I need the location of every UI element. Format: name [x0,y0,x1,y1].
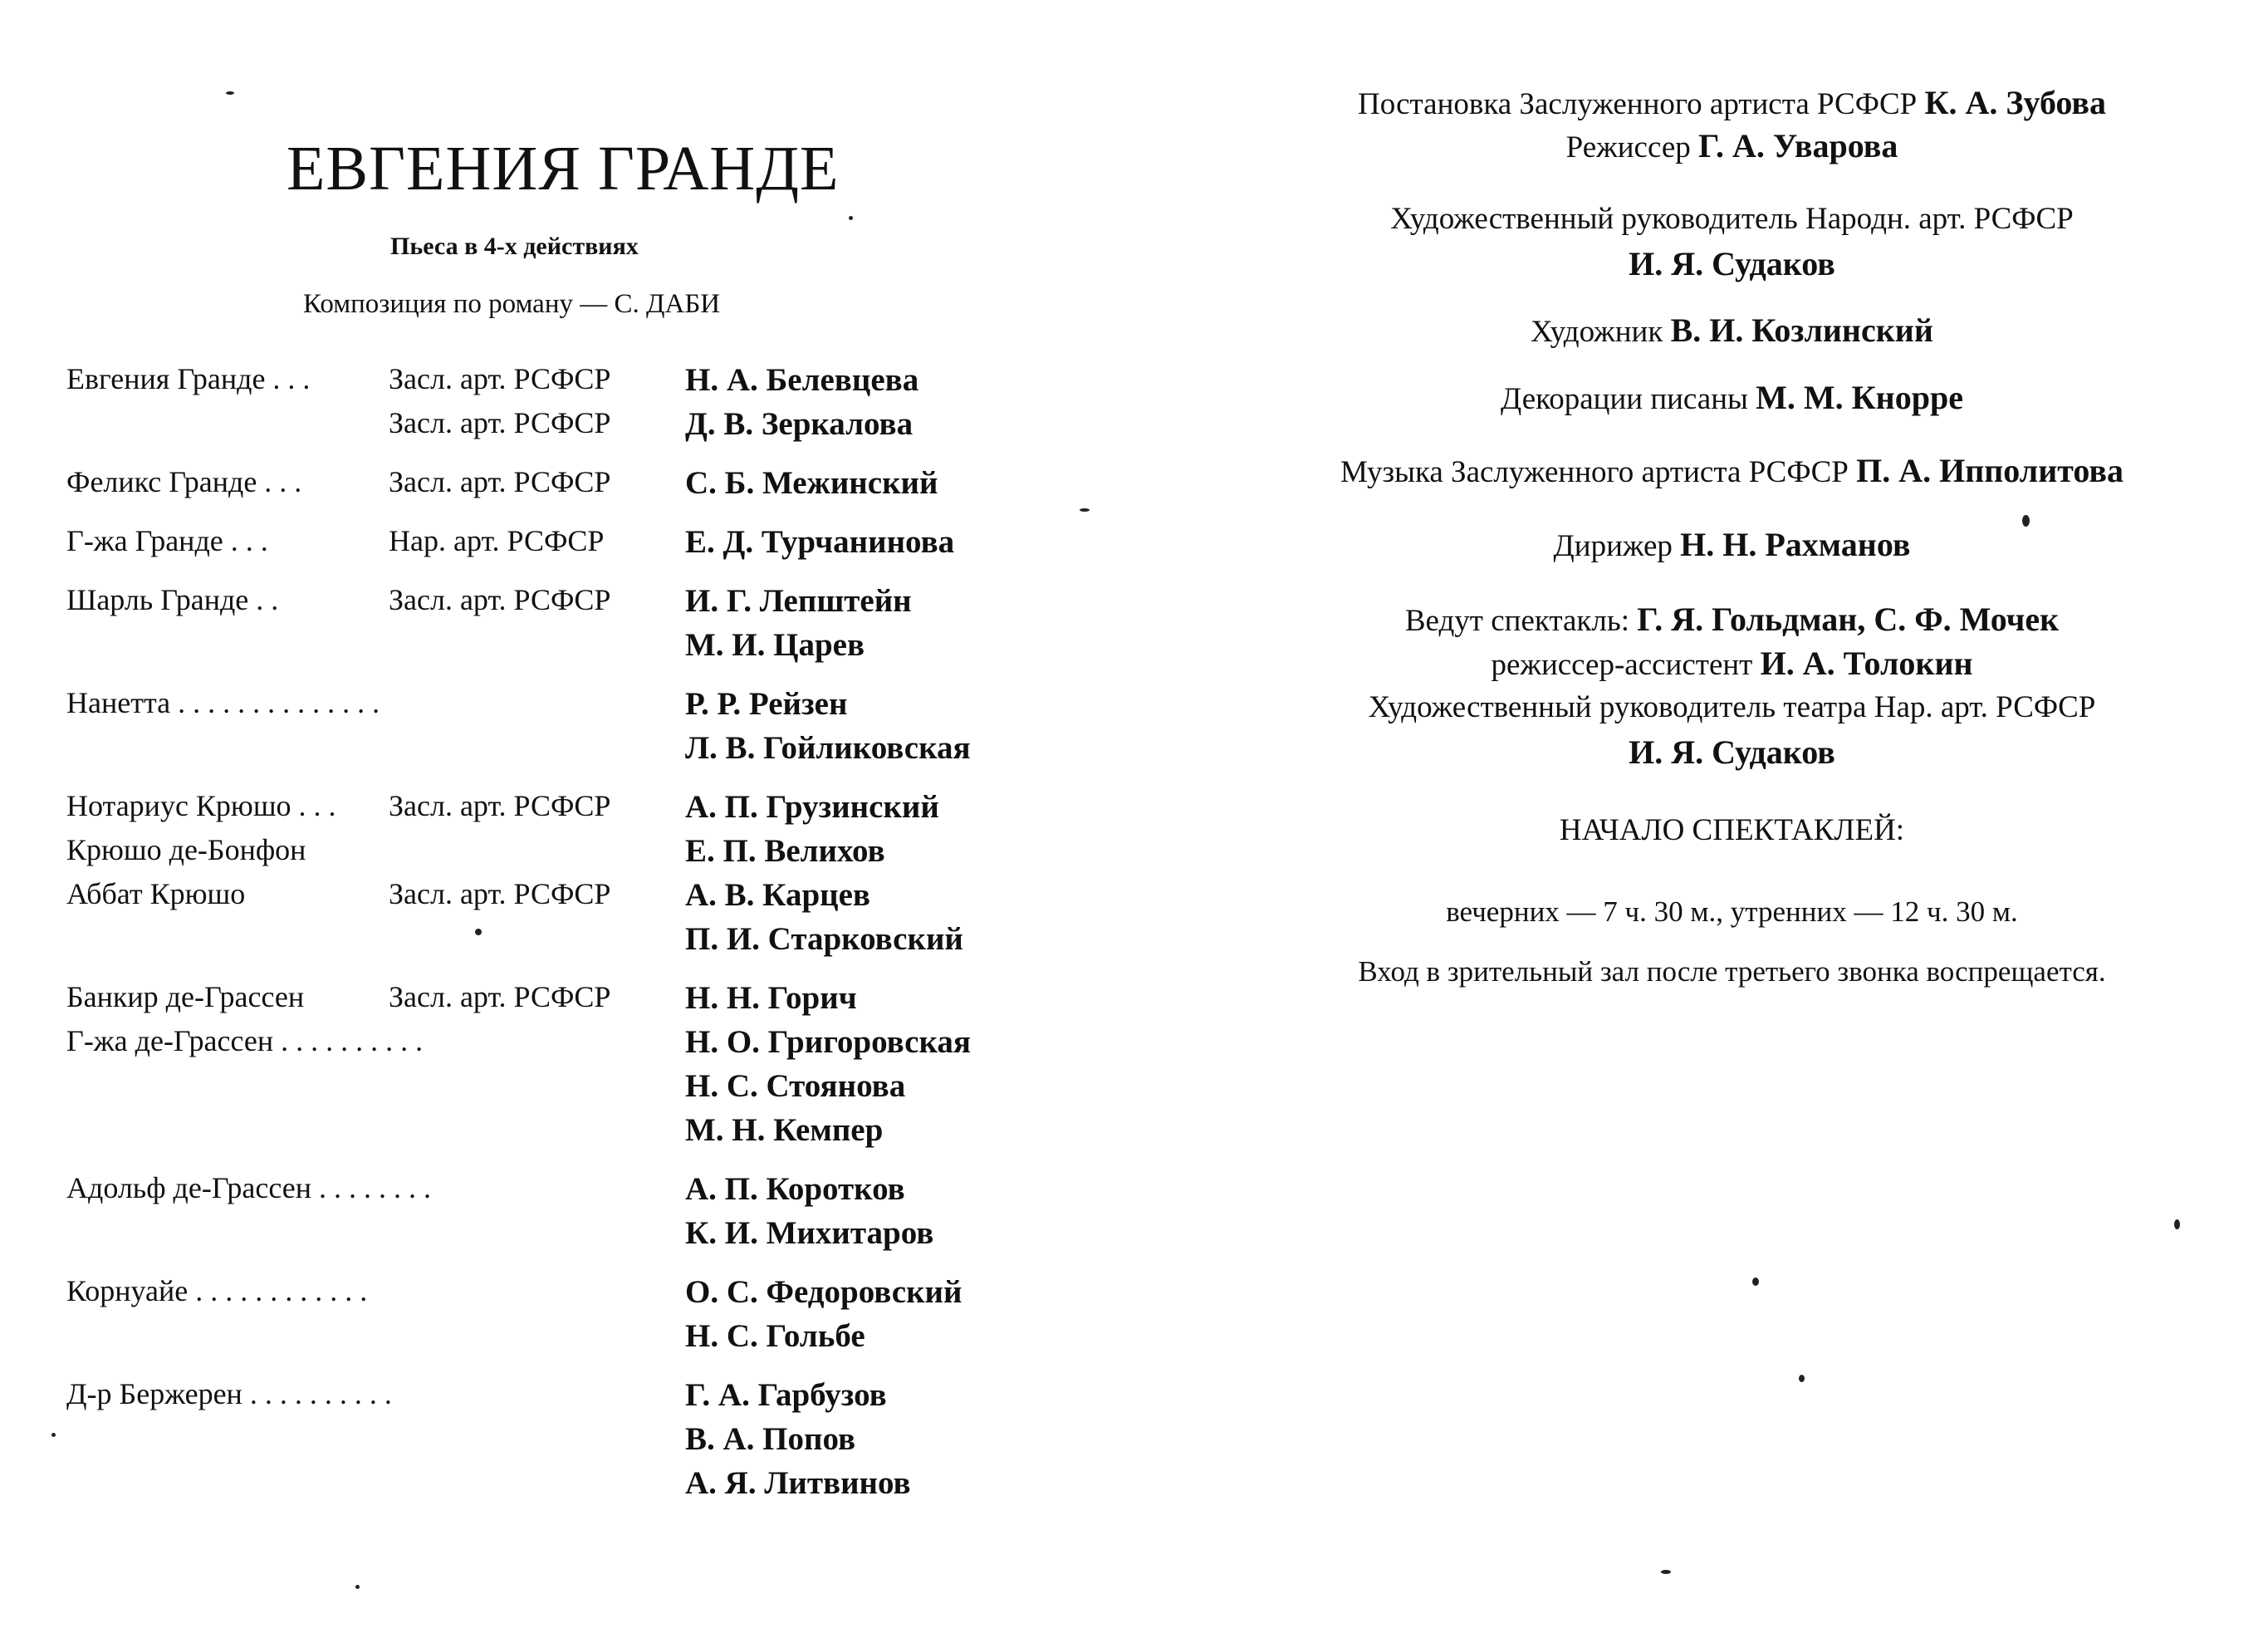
leads-credit [1196,600,2268,639]
cast-actor: Д. В. Зеркалова [685,406,914,442]
cast-actor: Н. А. Белевцева [685,362,919,398]
cast-honorific: Засл. арт. РСФСР [389,980,611,1013]
artist-name: В. И. Козлинский [1670,311,1933,349]
cast-actor: Н. О. Григоровская [685,1024,971,1060]
print-speck [849,216,853,220]
cast-row [66,685,1146,729]
print-speck [1799,1375,1805,1382]
music-credit [1196,451,2268,490]
print-speck [475,929,482,935]
staging-name: К. А. Зубова [1924,84,2107,121]
cast-role: Феликс Гранде . . . [66,465,302,498]
cast-actor: Р. Р. Рейзен [685,686,848,722]
assistant-label: режиссер-ассистент [1491,648,1753,682]
staging-label: Постановка Заслуженного артиста РСФСР [1357,87,1918,121]
play-title: ЕВГЕНИЯ ГРАНДЕ [287,134,840,204]
cast-actor: А. П. Грузинский [685,789,939,825]
print-speck [51,1433,56,1437]
cast-role: Банкир де-Грассен [66,980,305,1013]
staging-credit [1196,83,2268,122]
conductor-name: Н. Н. Рахманов [1680,526,1911,563]
music-name: П. А. Ипполитова [1856,452,2123,489]
cast-row [66,626,1146,670]
leads-names: Г. Я. Гольдман, С. Ф. Мочек [1637,601,2060,638]
cast-actor: М. Н. Кемпер [685,1112,884,1148]
cast-row [66,832,1146,876]
print-speck [226,91,234,95]
cast-row [66,1067,1146,1111]
start-times: вечерних — 7 ч. 30 м., утренних — 12 ч. 30 м. [1446,895,2018,928]
cast-role: Г-жа Гранде . . . [66,524,268,557]
artist-label: Художник [1531,315,1663,349]
cast-actor: Г. А. Гарбузов [685,1377,887,1413]
cast-actor: Е. П. Велихов [685,833,885,869]
cast-row [66,1317,1146,1361]
cast-role: Шарль Гранде . . [66,583,279,616]
composition-credit: Композиция по роману — С. ДАБИ [303,289,721,319]
print-speck [2174,1219,2180,1229]
cast-row [66,405,1146,449]
theatre-director-name-line [1196,733,2268,772]
cast-row [66,876,1146,920]
cast-actor: А. В. Карцев [685,877,870,913]
director-name: Г. А. Уварова [1698,127,1898,164]
sets-name: М. М. Кнорре [1756,379,1963,416]
cast-row [66,361,1146,405]
cast-actor: Л. В. Гойликовская [685,730,971,766]
cast-honorific: Засл. арт. РСФСР [389,583,611,616]
cast-role: Крюшо де-Бонфон [66,833,306,866]
cast-honorific: Нар. арт. РСФСР [389,524,605,557]
cast-row [66,1111,1146,1155]
assistant-name: И. А. Толокин [1760,645,1973,682]
cast-row [66,979,1146,1023]
print-speck [1080,508,1090,512]
music-label: Музыка Заслуженного артиста РСФСР [1340,455,1849,489]
cast-actor: В. А. Попов [685,1421,856,1457]
cast-row [66,788,1146,832]
cast-role: Аббат Крюшо [66,877,246,910]
cast-role: Нотариус Крюшо . . . [66,789,336,822]
print-speck [1661,1570,1671,1574]
cast-actor: М. И. Царев [685,627,865,663]
cast-role: Г-жа де-Грассен . . . . . . . . . . [66,1024,424,1057]
cast-row [66,1464,1146,1508]
conductor-label: Дирижер [1553,529,1673,563]
cast-row [66,729,1146,773]
cast-honorific: Засл. арт. РСФСР [389,406,611,439]
cast-row [66,920,1146,964]
cast-actor: А. Я. Литвинов [685,1465,911,1501]
art-director-name: И. Я. Судаков [1629,245,1835,282]
print-speck [1752,1278,1759,1286]
cast-honorific: Засл. арт. РСФСР [389,362,611,395]
art-director-label: Художественный руководитель Народн. арт. РСФСР [1390,202,2074,236]
cast-honorific: Засл. арт. РСФСР [389,877,611,910]
cast-actor: П. И. Старковский [685,921,963,957]
theatre-director-label: Художественный руководитель театра Нар. арт. РСФСР [1368,690,2096,724]
play-subtitle: Пьеса в 4-х действиях [390,233,639,260]
cast-actor: Н. С. Стоянова [685,1068,906,1104]
cast-actor: О. С. Федоровский [685,1274,963,1310]
sets-label: Декорации писаны [1501,382,1748,416]
cast-row [66,1273,1146,1317]
start-heading: НАЧАЛО СПЕКТАКЛЕЙ: [1559,813,1905,847]
director-label: Режиссер [1565,130,1691,164]
right-page [1196,0,2268,1638]
art-director-name-line [1196,244,2268,283]
cast-row [66,523,1146,567]
entry-note: Вход в зрительный зал после третьего звонка воспрещается. [1358,955,2106,988]
cast-actor: К. И. Михитаров [685,1215,934,1251]
cast-row [66,1214,1146,1258]
print-speck [2022,515,2030,527]
cast-actor: Н. Н. Горич [685,980,857,1016]
cast-role: Корнуайе . . . . . . . . . . . . [66,1274,368,1307]
cast-row [66,1023,1146,1067]
artist-credit [1196,311,2268,350]
cast-row [66,582,1146,626]
leads-label: Ведут спектакль: [1404,604,1629,638]
cast-list [66,361,1146,1508]
director-credit [1196,126,2268,165]
cast-actor: Е. Д. Турчанинова [685,524,955,560]
sets-credit [1196,378,2268,417]
conductor-credit [1196,525,2268,564]
cast-row [66,1420,1146,1464]
cast-role: Д-р Бержерен . . . . . . . . . . [66,1377,392,1410]
cast-actor: А. П. Коротков [685,1171,905,1207]
cast-honorific: Засл. арт. РСФСР [389,789,611,822]
theatre-director-name: И. Я. Судаков [1629,733,1835,771]
cast-actor: С. Б. Межинский [685,465,938,501]
cast-actor: Н. С. Гольбе [685,1318,865,1354]
cast-row [66,1170,1146,1214]
cast-actor: И. Г. Лепштейн [685,583,912,619]
assistant-credit [1196,644,2268,683]
cast-role: Евгения Гранде . . . [66,362,311,395]
cast-row [66,1376,1146,1420]
cast-role: Нанетта . . . . . . . . . . . . . . [66,686,380,719]
cast-row [66,464,1146,508]
print-speck [355,1585,360,1589]
cast-honorific: Засл. арт. РСФСР [389,465,611,498]
cast-role: Адольф де-Грассен . . . . . . . . [66,1171,431,1204]
